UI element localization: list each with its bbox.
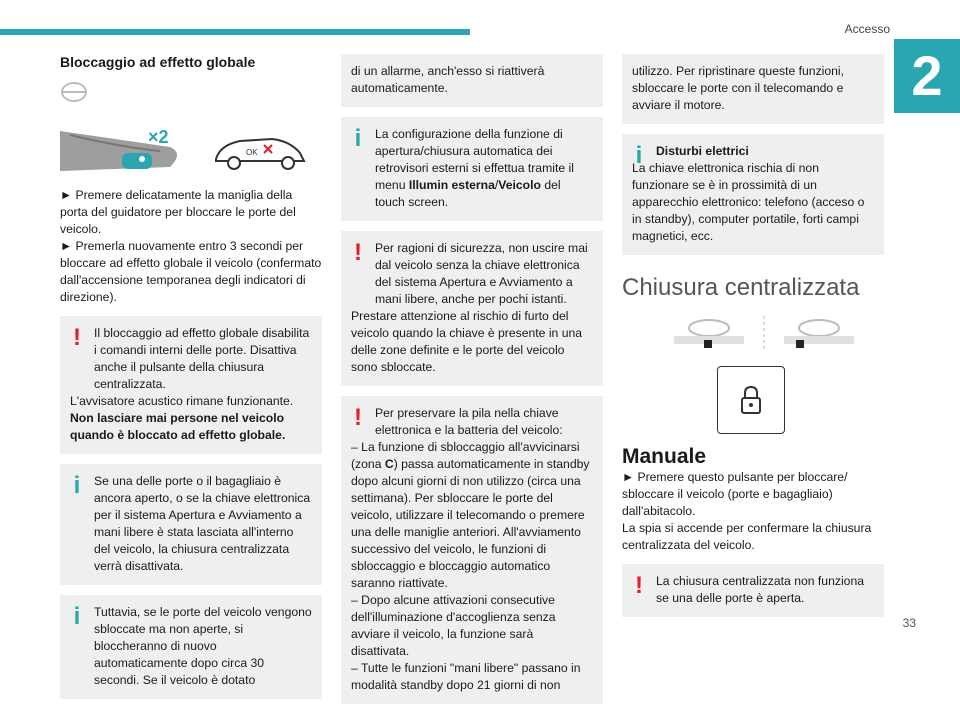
menu-separator: / [494, 178, 499, 192]
info-text: La configurazione della funzione di apertura/chiusura automatica dei retrovisori esterni si effettua tramite il menu [375, 127, 574, 192]
central-lock-button[interactable] [717, 366, 785, 434]
illustration-area [60, 79, 322, 169]
info-text: Tuttavia, se le porte del veicolo vengono sbloccate ma non aperte, si bloccheranno di nuovo automaticamente dopo circa 30 secondi. Se il veicolo è dotato [94, 605, 312, 687]
warning-text: Per preservare la pila nella chiave elettronica e la batteria del veicolo: [375, 406, 563, 437]
column-3 [622, 54, 884, 617]
info-icon: i [635, 142, 643, 169]
warning-text-2: Prestare attenzione al rischio di furto del veicolo quando la chiave è presente in una delle zone definite e le porte del veicolo sono sbloccate. [351, 309, 583, 374]
column-1 [60, 54, 322, 699]
warning-text-2: L'avvisatore acustico rimane funzionante. [70, 394, 294, 408]
zone-letter: C [384, 457, 394, 471]
chapter-badge: 2 [894, 39, 960, 113]
warning-box-continued [622, 54, 884, 124]
car-side-lock-icon [210, 127, 310, 177]
steering-wheel-icon [60, 81, 88, 103]
heading-global-lock: Bloccaggio ad effetto globale [60, 54, 256, 70]
info-box-mirrors [341, 117, 603, 221]
warning-icon: ! [635, 572, 643, 599]
info-title: Disturbi elettrici [656, 144, 749, 158]
top-accent-bar [0, 29, 470, 35]
info-text: Se una delle porte o il bagagliaio è ancora aperto, o se la chiave elettronica per il sistema Apertura e Avviamento a mani libere è stata lasciata all'interno del veicolo, la chiusura centralizzata verrà disattivata. [94, 474, 311, 573]
info-continued-text: di un allarme, anch'esso si riattiverà automaticamente. [351, 64, 545, 95]
info-box-auto-relock [60, 595, 322, 699]
ok-label: OK [246, 148, 258, 157]
menu-name-vehicle: Veicolo [498, 178, 541, 192]
column-2 [341, 54, 603, 704]
manual-step: ► Premere questo pulsante per bloccare/ sbloccare il veicolo (porte e bagagliaio) dall'abitacolo. [622, 470, 848, 518]
info-box-door-open [60, 464, 322, 585]
door-handle-illustration [60, 123, 190, 183]
warning-item-3: – Tutte le funzioni "mani libere" passano in modalità standby dopo 21 giorni di non [351, 661, 581, 692]
warning-box-battery [341, 396, 603, 704]
info-icon: i [73, 603, 81, 630]
manual-note: La spia si accende per confermare la chiusura centralizzata del veicolo. [622, 521, 872, 552]
dashboard-location-icon [674, 316, 854, 352]
info-text: La chiave elettronica rischia di non funzionare se è in prossimità di un apparecchio elettronico: telefono (acceso o in standby), computer portatile, forti campi magnetici, ecc. [632, 161, 865, 243]
page-number: 33 [902, 616, 916, 630]
warning-icon: ! [73, 324, 81, 351]
warning-box-safety [341, 231, 603, 386]
section-title: Accesso [844, 22, 890, 36]
warning-item-2: – Dopo alcune attivazioni consecutive dell'illuminazione d'accoglienza senza avviare il veicolo, la funzione sarà disattivata. [351, 593, 556, 658]
warning-icon: ! [354, 404, 362, 431]
warning-continued-text: utilizzo. Per ripristinare queste funzioni, sbloccare le porte con il telecomando e avviare il motore. [632, 64, 845, 112]
info-icon: i [354, 125, 362, 152]
step-press-again: ► Premerla nuovamente entro 3 secondi per bloccare ad effetto globale il veicolo (confermato dall'accensione temporanea degli indicatori di direzione). [60, 239, 322, 304]
menu-name-illumination: Illumin esterna [408, 178, 495, 192]
info-icon: i [73, 472, 81, 499]
warning-item-1: – La funzione di sbloccaggio all'avvicinarsi (zona [351, 440, 580, 471]
step-press-handle: ► Premere delicatamente la maniglia della porta del guidatore per bloccare le porte del veicolo. [60, 188, 296, 236]
info-box-continued [341, 54, 603, 107]
warning-box-global-lock [60, 316, 322, 454]
warning-bold-text: Non lasciare mai persone nel veicolo quando è bloccato ad effetto globale. [70, 411, 286, 442]
info-box-interference [622, 134, 884, 255]
warning-text: La chiusura centralizzata non funziona se una delle porte è aperta. [656, 574, 864, 605]
warning-text: Il bloccaggio ad effetto globale disabilita i comandi interni delle porte. Disattiva anche il pulsante della chiusura centralizzata. [94, 326, 310, 391]
warning-icon: ! [354, 239, 362, 266]
heading-manual: Manuale [622, 445, 707, 468]
warning-text: Per ragioni di sicurezza, non uscire mai dal veicolo senza la chiave elettronica del sistema Apertura e Avviamento a mani libere, anche per pochi istanti. [375, 241, 588, 306]
info-text-end: del touch screen. [375, 178, 561, 209]
lock-icon [739, 385, 763, 415]
heading-central-locking: Chiusura centralizzata [622, 274, 860, 301]
times-two-label: ×2 [148, 127, 169, 147]
warning-item-1-cont: ) passa automaticamente in standby dopo alcuni giorni di non utilizzo (circa una settimana). Per sbloccare le porte del veicolo, utilizzare il telecomando o premere una delle maniglie anteriori. All'avviamento successivo del veicolo, le funzioni di sbloccaggio e bloccaggio automatico saranno riattivate. [351, 457, 590, 590]
warning-box-door-open [622, 564, 884, 617]
